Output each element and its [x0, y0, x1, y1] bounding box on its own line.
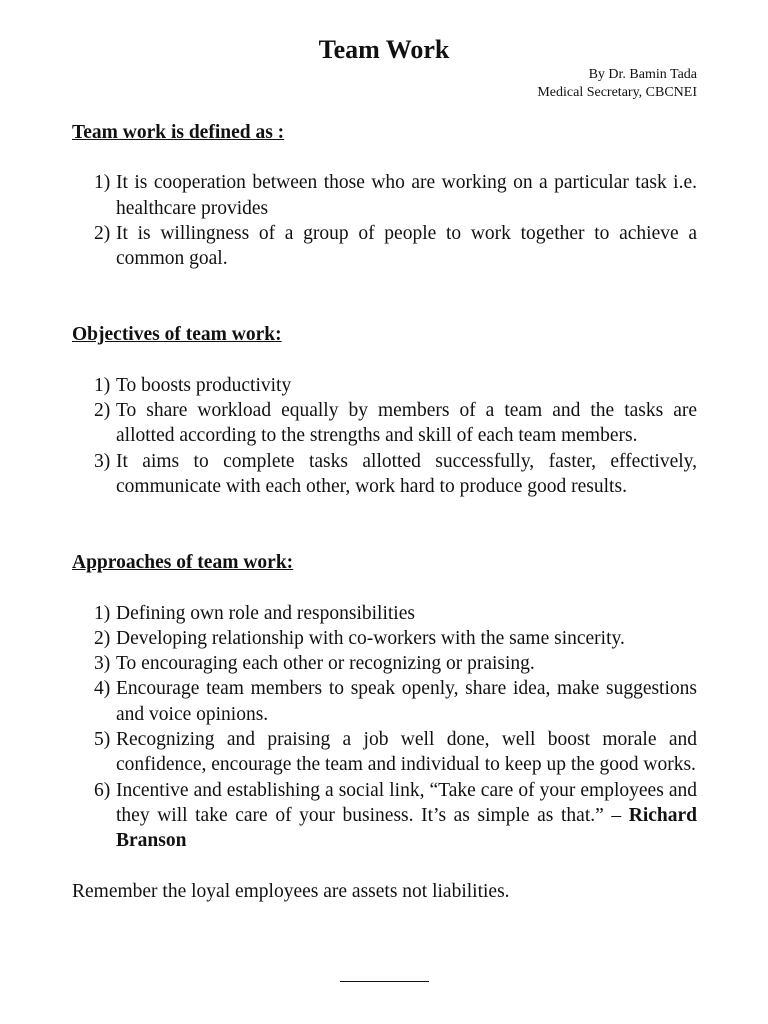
objectives-heading: Objectives of team work:: [72, 324, 282, 346]
list-text: Developing relationship with co-workers with the same sincerity.: [116, 627, 625, 649]
list-item: [72, 676, 697, 727]
list-item: [72, 727, 697, 778]
list-number: 3): [94, 450, 111, 472]
list-item: [72, 373, 697, 398]
list-item: [72, 398, 697, 449]
list-text: To boosts productivity: [116, 374, 292, 396]
list-text: Incentive and establishing a social link, “Take care of your employees and they will take care of your business. It’s as simple as that.” –: [116, 779, 697, 826]
list-number: 6): [94, 779, 111, 801]
list-number: 2): [94, 222, 111, 244]
list-text-wrapper: [116, 778, 697, 854]
list-text: It is cooperation between those who are working on a particular task i.e. healthcare provides: [116, 172, 697, 219]
list-number: 1): [94, 602, 111, 624]
list-text: Recognizing and praising a job well done, well boost morale and confidence, encourage the team and individual to keep up the good works.: [116, 729, 697, 776]
definition-heading: Team work is defined as :: [72, 122, 285, 143]
author-position: Medical Secretary, CBCNEI: [537, 85, 697, 100]
list-number: 1): [94, 374, 111, 396]
list-number: 1): [94, 172, 111, 194]
list-text: It is willingness of a group of people to work together to achieve a common goal.: [116, 222, 697, 270]
objectives-list: [72, 373, 697, 499]
approaches-list: [72, 601, 697, 854]
document-body: [72, 120, 697, 904]
list-item: [72, 170, 697, 221]
list-item: [72, 449, 697, 500]
list-text: To share workload equally by members of a team and the tasks are allotted according to the strengths and skill of each team members.: [116, 400, 697, 447]
definition-list: [72, 170, 697, 271]
quote-attribution: Richard Branson: [116, 804, 698, 852]
author-byline: [537, 66, 697, 102]
list-text: Defining own role and responsibilities: [116, 602, 415, 624]
list-item: [72, 651, 697, 676]
list-text: It aims to complete tasks allotted successfully, faster, effectively, communicate with each other, work hard to produce good results.: [116, 450, 697, 497]
author-name: By Dr. Bamin Tada: [588, 67, 697, 82]
footer-rule: [340, 981, 429, 982]
list-text: Encourage team members to speak openly, share idea, make suggestions and voice opinions.: [116, 678, 697, 725]
list-item: [72, 626, 697, 651]
list-text: To encouraging each other or recognizing or praising.: [116, 653, 535, 675]
list-item: [72, 221, 697, 272]
list-item: [72, 778, 697, 854]
list-number: 2): [94, 627, 111, 649]
list-item: [72, 601, 697, 626]
list-number: 2): [94, 400, 111, 422]
list-number: 4): [94, 678, 111, 700]
document-title: Team Work: [318, 35, 450, 64]
list-number: 3): [94, 653, 111, 675]
closing-statement: Remember the loyal employees are assets not liabilities.: [72, 880, 510, 902]
list-number: 5): [94, 729, 111, 751]
approaches-heading: Approaches of team work:: [72, 552, 294, 574]
